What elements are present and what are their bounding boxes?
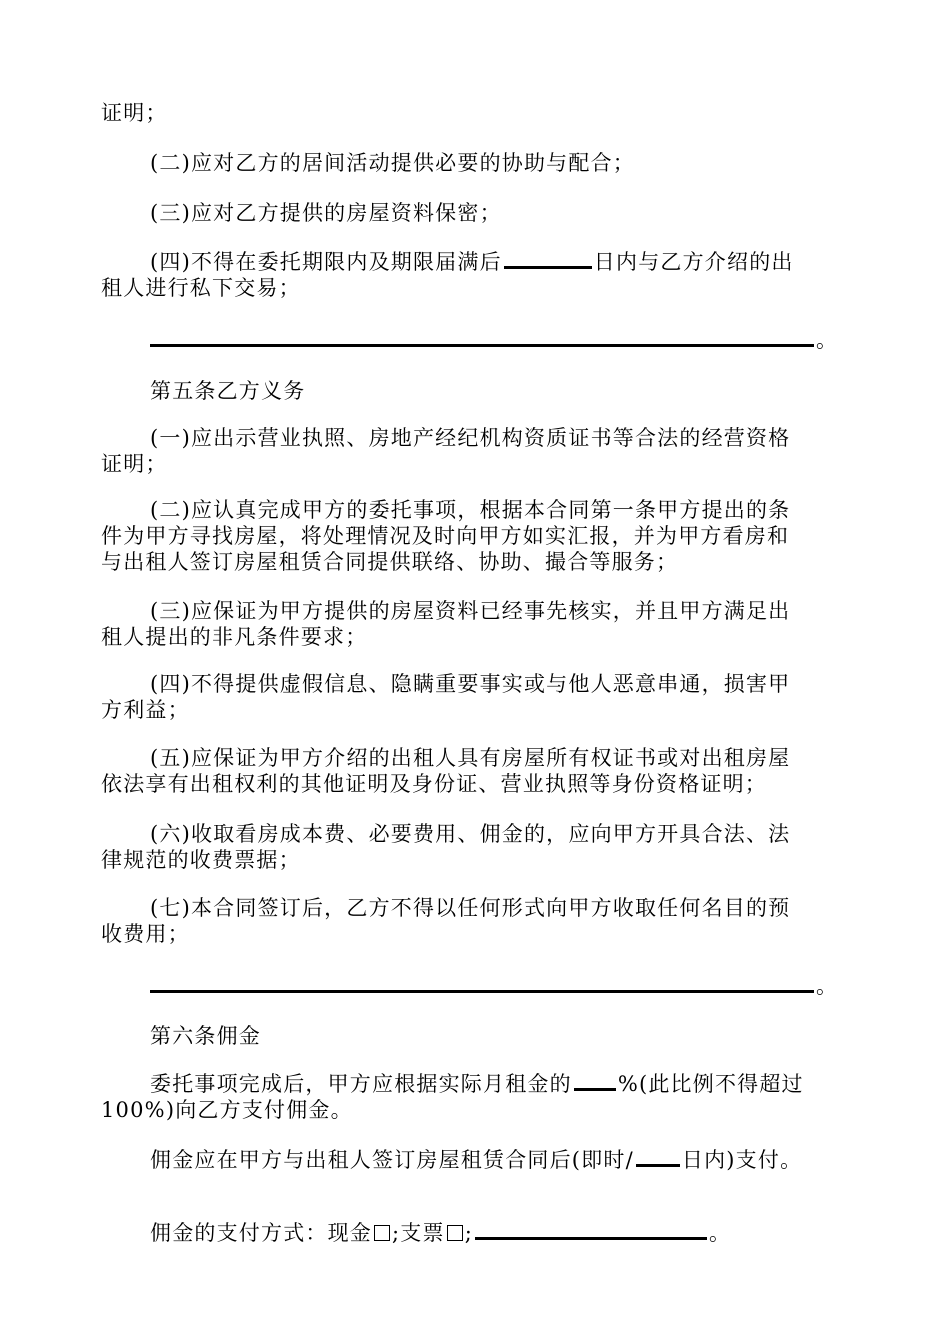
other-method-blank[interactable] <box>475 1222 707 1240</box>
cheque-checkbox[interactable] <box>447 1225 463 1241</box>
article-5-item-8 <box>150 973 838 999</box>
fill-in-blank-line[interactable] <box>150 329 814 347</box>
article-5-item-5-line-2: 依法享有出租权利的其他证明及身份证、营业执照等身份资格证明； <box>101 772 767 796</box>
article-5-item-2-line-2: 件为甲方寻找房屋，将处理情况及时向甲方如实汇报，并为甲方看房和 <box>101 524 790 548</box>
commission-timing-paragraph <box>150 1147 802 1173</box>
article-5-item-4: (四)不得提供虚假信息、隐瞒重要事实或与他人恶意串通，损害甲 <box>150 672 791 696</box>
article-5-item-8-end: 。 <box>816 974 839 998</box>
fill-in-blank-line[interactable] <box>150 975 814 993</box>
commission-timing-text-b: 日内)支付。 <box>681 1148 803 1172</box>
payment-separator: ; <box>464 1221 473 1245</box>
days-blank[interactable] <box>636 1149 680 1167</box>
cash-checkbox[interactable] <box>374 1225 390 1241</box>
article-5-item-6-line-2: 律规范的收费票据； <box>101 848 301 872</box>
article-5-title: 第五条乙方义务 <box>150 379 306 403</box>
days-blank[interactable] <box>504 251 592 269</box>
party-a-item-4 <box>150 249 794 275</box>
party-a-item-5 <box>150 327 838 353</box>
party-a-item-2: (二)应对乙方的居间活动提供必要的协助与配合； <box>150 151 635 175</box>
cheque-text: ;支票 <box>392 1221 445 1245</box>
article-5-item-5: (五)应保证为甲方介绍的出租人具有房屋所有权证书或对出租房屋 <box>150 746 791 770</box>
percentage-blank[interactable] <box>574 1073 616 1091</box>
commission-rate-line-2: 100%)向乙方支付佣金。 <box>101 1098 353 1122</box>
party-a-item-5-end: 。 <box>816 328 839 352</box>
party-a-item-4-line-2: 租人进行私下交易； <box>101 276 301 300</box>
party-a-item-4-text-b: 日内与乙方介绍的出 <box>593 250 794 274</box>
continuation-text: 证明； <box>101 101 168 125</box>
article-5-item-2-line-3: 与出租人签订房屋租赁合同提供联络、协助、撮合等服务； <box>101 550 679 574</box>
article-5-item-7-line-2: 收费用； <box>101 922 190 946</box>
payment-method-paragraph <box>150 1220 731 1246</box>
commission-timing-text-a: 佣金应在甲方与出租人签订房屋租赁合同后(即时/ <box>150 1148 634 1172</box>
payment-method-end: 。 <box>708 1221 732 1245</box>
party-a-item-4-text-a: (四)不得在委托期限内及期限届满后 <box>150 250 502 274</box>
article-5-item-1-line-2: 证明； <box>101 452 168 476</box>
payment-method-text: 佣金的支付方式：现金 <box>150 1221 372 1245</box>
commission-rate-text-a: 委托事项完成后，甲方应根据实际月租金的 <box>150 1072 572 1096</box>
article-5-item-1: (一)应出示营业执照、房地产经纪机构资质证书等合法的经营资格 <box>150 426 791 450</box>
party-a-item-3: (三)应对乙方提供的房屋资料保密； <box>150 201 502 225</box>
commission-rate-text-b: %(此比例不得超过 <box>617 1072 804 1096</box>
article-5-item-2: (二)应认真完成甲方的委托事项，根据本合同第一条甲方提出的条 <box>150 498 791 522</box>
commission-rate-paragraph <box>150 1071 804 1097</box>
article-5-item-3: (三)应保证为甲方提供的房屋资料已经事先核实，并且甲方满足出 <box>150 599 791 623</box>
article-5-item-4-line-2: 方利益； <box>101 698 190 722</box>
article-5-item-7: (七)本合同签订后，乙方不得以任何形式向甲方收取任何名目的预 <box>150 896 791 920</box>
article-5-item-3-line-2: 租人提出的非凡条件要求； <box>101 625 368 649</box>
article-6-title: 第六条佣金 <box>150 1024 261 1048</box>
article-5-item-6: (六)收取看房成本费、必要费用、佣金的，应向甲方开具合法、法 <box>150 822 791 846</box>
